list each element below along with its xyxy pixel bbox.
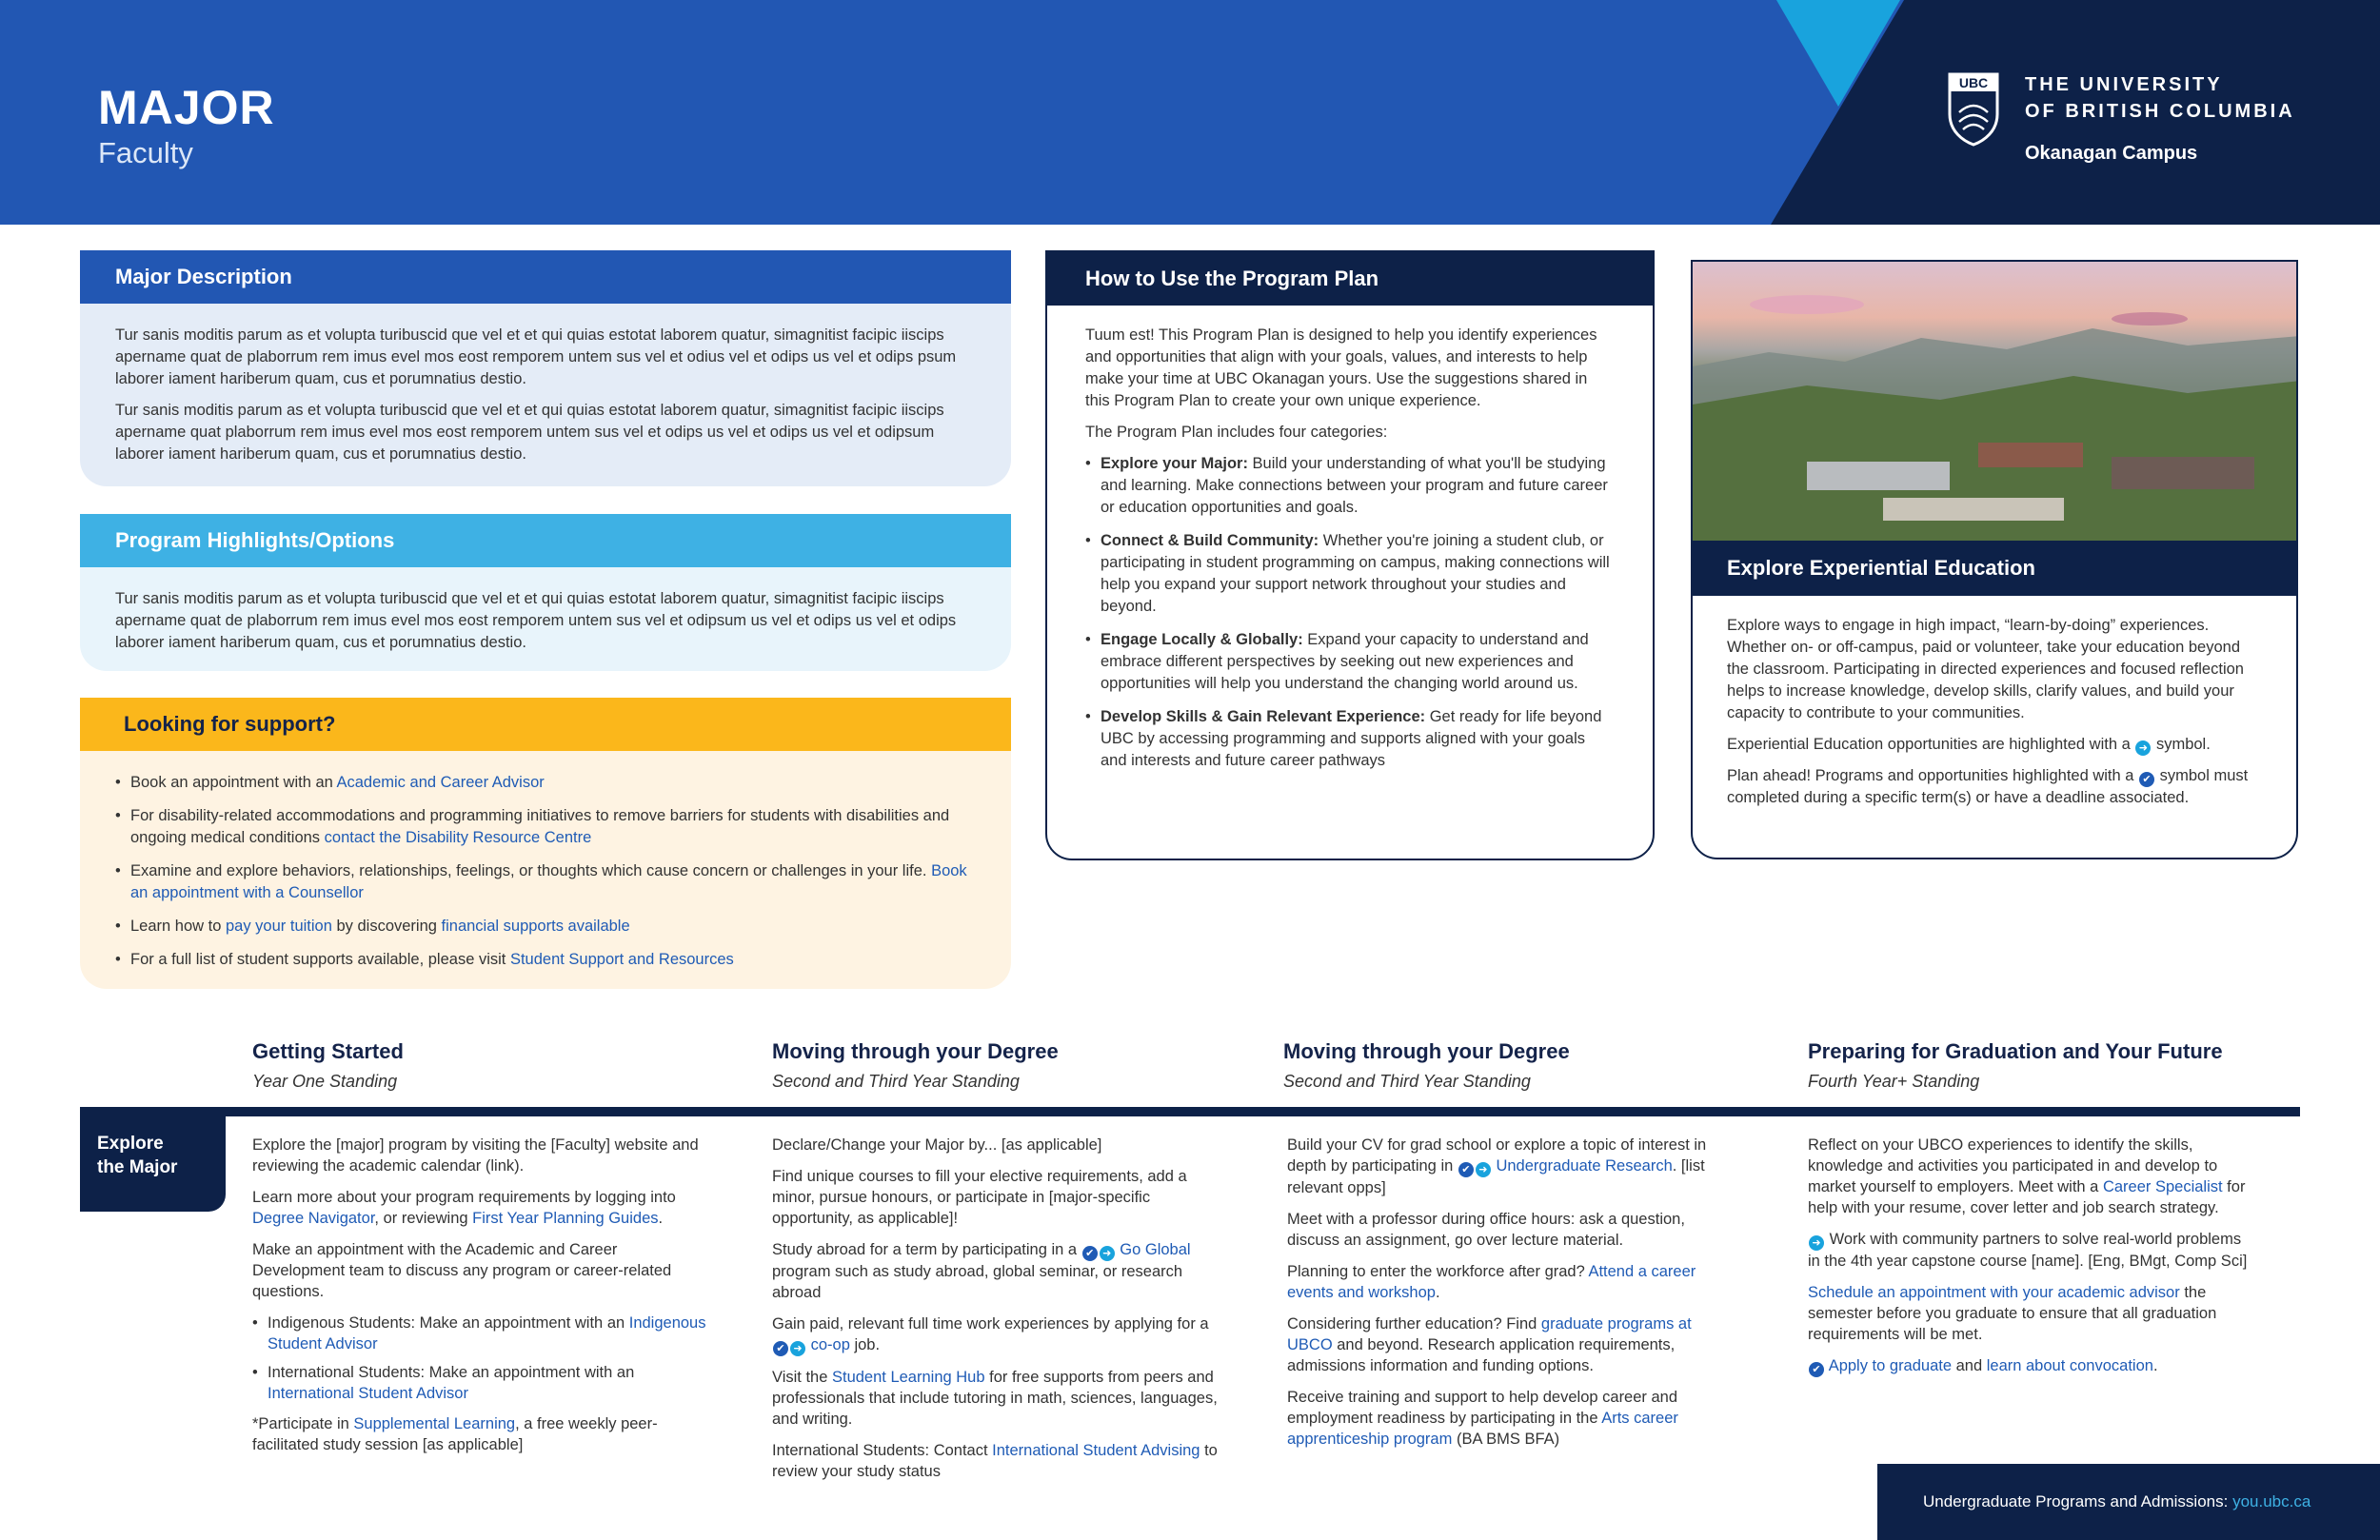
col2-p3: Study abroad for a term by participating in a ✔ ➜ Go Global program such as study abroad, global seminar, or research abroad	[772, 1241, 1191, 1301]
column-graduation	[1808, 1135, 2255, 1388]
support-item: • Book an appointment with an Academic and Career Advisor	[115, 772, 976, 794]
disability-centre-link[interactable]: contact the Disability Resource Centre	[324, 829, 592, 846]
crest-text: UBC	[1958, 75, 1989, 90]
timeline-divider	[80, 1107, 2300, 1116]
column-getting-started	[252, 1135, 709, 1466]
support-item: • For disability-related accommodations and programming initiatives to remove barriers for students with disabilities and ongoing medical conditions contact the Disability Resource Centre	[115, 805, 976, 849]
campus-photo	[1693, 262, 2296, 541]
counsellor-link[interactable]: Book an appointment with a Counsellor	[130, 862, 967, 901]
experiential-p3: Plan ahead! Programs and opportunities highlighted with a ✔ symbol must completed during a specific term(s) or have a deadline associated.	[1727, 767, 2249, 806]
col2-p2: Find unique courses to fill your elective requirements, add a minor, pursue honours, or participate in [major-specific opportunity, as applicable]!	[772, 1168, 1187, 1227]
degree-navigator-link[interactable]: Degree Navigator	[252, 1210, 375, 1227]
academic-advisor-link[interactable]: Academic and Career Advisor	[336, 774, 545, 791]
check-circle-icon: ✔	[1458, 1162, 1474, 1177]
explore-major-tab: Explore the Major	[80, 1109, 226, 1212]
support-item: • Examine and explore behaviors, relationships, feelings, or thoughts which cause concern or challenges in your life. Book an appointment with a Counsellor	[115, 860, 976, 904]
experiential-heading: Explore Experiential Education	[1693, 541, 2296, 596]
column-moving-1-header	[772, 1039, 1059, 1092]
arrow-circle-icon: ➜	[2135, 740, 2151, 756]
supplemental-learning-link[interactable]: Supplemental Learning	[353, 1415, 516, 1432]
convocation-link[interactable]: learn about convocation	[1986, 1357, 2153, 1374]
how-to-use-heading: How to Use the Program Plan	[1047, 252, 1653, 306]
col1-p3: Make an appointment with the Academic and Career Development team to discuss any program or career-related questions.	[252, 1241, 672, 1300]
column-title: Getting Started	[252, 1039, 404, 1063]
co-op-link[interactable]: co-op	[810, 1336, 850, 1353]
arrow-circle-icon: ➜	[1809, 1235, 1824, 1251]
column-getting-started-header	[252, 1039, 404, 1092]
international-advising-link[interactable]: International Student Advising	[992, 1442, 1200, 1459]
arrow-circle-icon: ➜	[790, 1341, 805, 1356]
category-item: • Engage Locally & Globally: Expand your capacity to understand and embrace different perspectives by seeking out new experiences and opportunities will help you understand the changing world around us.	[1085, 629, 1615, 695]
experiential-p2: Experiential Education opportunities are highlighted with a ➜ symbol.	[1727, 736, 2211, 754]
category-item: • Develop Skills & Gain Relevant Experience: Get ready for life beyond UBC by accessing programming and supports aligned with your goals and interests and future career pathways	[1085, 706, 1615, 772]
arrow-circle-icon: ➜	[1476, 1162, 1491, 1177]
major-description-p2: Tur sanis moditis parum as et volupta turibuscid que vel et et qui quias estotat laborem quatur, simagnitist facipic iiscips apername quat plaborrum rem imus evel mos eost remporem untem sus vel et odips us vel et odips us vel et odipsum laborer iament hariberum quam, cus et porumnatius destio.	[115, 402, 944, 463]
page-header	[0, 0, 2380, 225]
column-subtitle: Year One Standing	[252, 1072, 398, 1091]
col4-p1: Reflect on your UBCO experiences to identify the skills, knowledge and activities you participated in and develop to market yourself to employers. Meet with a Career Specialist for help with your resume, cover letter and job search strategy.	[1808, 1136, 2246, 1216]
career-events-link[interactable]: Attend a career events and workshop	[1287, 1263, 1696, 1301]
check-circle-icon: ✔	[2139, 772, 2154, 787]
col1-p2: Learn more about your program requirements by logging into Degree Navigator, or reviewing First Year Planning Guides.	[252, 1189, 676, 1227]
col4-p3: Schedule an appointment with your academic advisor the semester before you graduate to ensure that all graduation requirements will be met.	[1808, 1284, 2217, 1343]
experiential-education-panel	[1691, 260, 2298, 859]
column-moving-1	[772, 1135, 1229, 1492]
column-title: Preparing for Graduation and Your Future	[1808, 1039, 2223, 1063]
program-highlights-heading: Program Highlights/Options	[80, 514, 1011, 567]
page-title: MAJOR	[98, 81, 275, 134]
col3-p4: Considering further education? Find graduate programs at UBCO and beyond. Research application requirements, admissions information and funding options.	[1287, 1315, 1692, 1374]
col2-p5: Visit the Student Learning Hub for free supports from peers and professionals that include tutoring in math, sciences, languages, and writing.	[772, 1369, 1218, 1428]
col3-p3: Planning to enter the workforce after grad? Attend a career events and workshop.	[1287, 1263, 1696, 1301]
undergraduate-research-link[interactable]: Undergraduate Research	[1496, 1157, 1673, 1175]
col1-bullet: • Indigenous Students: Make an appointment with an Indigenous Student Advisor	[252, 1313, 709, 1354]
category-item: • Explore your Major: Build your understanding of what you'll be studying and learning. Make connections between your program and future career or education opportunities and goals.	[1085, 453, 1615, 519]
support-item: • Learn how to pay your tuition by discovering financial supports available	[115, 916, 976, 938]
indigenous-advisor-link[interactable]: Indigenous Student Advisor	[268, 1314, 706, 1352]
col3-p5: Receive training and support to help develop career and employment readiness by participating in the Arts career apprenticeship program (BA BMS BFA)	[1287, 1389, 1678, 1448]
campus-name: Okanagan Campus	[2025, 143, 2198, 164]
learning-hub-link[interactable]: Student Learning Hub	[831, 1369, 985, 1386]
footer-bar	[1877, 1464, 2380, 1540]
col1-p1: Explore the [major] program by visiting the [Faculty] website and reviewing the academic calendar (link).	[252, 1136, 699, 1175]
col2-p6: International Students: Contact International Student Advising to review your study status	[772, 1442, 1218, 1480]
career-specialist-link[interactable]: Career Specialist	[2102, 1178, 2223, 1195]
page-subtitle: Faculty	[98, 136, 193, 169]
student-support-link[interactable]: Student Support and Resources	[509, 951, 734, 968]
check-circle-icon: ✔	[773, 1341, 788, 1356]
how-to-intro: Tuum est! This Program Plan is designed to help you identify experiences and opportunities that align with your goals, values, and interests to help make your time at UBC Okanagan yours. Use the suggestions shared in this Program Plan to create your own unique experience.	[1085, 326, 1597, 409]
graduate-programs-link[interactable]: graduate programs at UBCO	[1287, 1315, 1692, 1353]
column-graduation-header	[1808, 1039, 2223, 1092]
experiential-p1: Explore ways to engage in high impact, “learn-by-doing” experiences. Whether on- or off-campus, paid or volunteer, take your education beyond the classroom. Participating in directed experiences and focused reflection helps to increase knowledge, develop skills, clarify values, and build your capacity to contribute to your communities.	[1727, 617, 2244, 721]
ubc-crest-icon	[1946, 70, 2001, 147]
column-subtitle: Second and Third Year Standing	[1283, 1072, 1531, 1091]
support-heading: Looking for support?	[80, 698, 1011, 751]
pay-tuition-link[interactable]: pay your tuition	[225, 918, 332, 935]
col1-p4: *Participate in Supplemental Learning, a free weekly peer-facilitated study session [as applicable]	[252, 1415, 658, 1453]
schedule-advisor-link[interactable]: Schedule an appointment with your academic advisor	[1808, 1284, 2180, 1301]
program-highlights-p1: Tur sanis moditis parum as et volupta turibuscid que vel et et qui quias estotat laborem quatur, simagnitist facipic iiscips apername quat de plaborrum rem imus evel mos eost remporem untem sus vel et odipsum us vel et odips us vel et odips laborer iament hariberum quam, cus et porumnatius destio.	[115, 590, 957, 651]
check-circle-icon: ✔	[1809, 1362, 1824, 1377]
international-advisor-link[interactable]: International Student Advisor	[268, 1385, 468, 1402]
footer-label: Undergraduate Programs and Admissions:	[1923, 1492, 2233, 1510]
program-highlights-panel	[80, 514, 1011, 671]
column-subtitle: Fourth Year+ Standing	[1808, 1072, 1980, 1091]
financial-supports-link[interactable]: financial supports available	[441, 918, 630, 935]
university-name-line2: OF BRITISH COLUMBIA	[2025, 101, 2295, 122]
col2-p4: Gain paid, relevant full time work experiences by applying for a ✔ ➜ co-op job.	[772, 1315, 1209, 1354]
go-global-link[interactable]: Go Global	[1120, 1241, 1191, 1258]
col2-p1: Declare/Change your Major by... [as applicable]	[772, 1136, 1102, 1154]
arrow-circle-icon: ➜	[1100, 1246, 1115, 1261]
first-year-guides-link[interactable]: First Year Planning Guides	[472, 1210, 659, 1227]
col4-p2: ➜ Work with community partners to solve real-world problems in the 4th year capstone course [name]. [Eng, BMgt, Comp Sci]	[1808, 1231, 2248, 1270]
major-description-heading: Major Description	[80, 250, 1011, 304]
col3-p1: Build your CV for grad school or explore a topic of interest in depth by participating in ✔ ➜ Undergraduate Research. [list relevant opps]	[1287, 1136, 1707, 1196]
how-to-use-panel	[1045, 250, 1655, 860]
major-description-panel	[80, 250, 1011, 486]
category-item: • Connect & Build Community: Whether you're joining a student club, or participating in student programming on campus, making connections will help you expand your support network throughout your studies and beyond.	[1085, 530, 1615, 618]
column-title: Moving through your Degree	[1283, 1039, 1570, 1063]
check-circle-icon: ✔	[1082, 1246, 1098, 1261]
arts-apprenticeship-link[interactable]: Arts career apprenticeship program	[1287, 1410, 1678, 1448]
column-subtitle: Second and Third Year Standing	[772, 1072, 1020, 1091]
how-to-categories-intro: The Program Plan includes four categories:	[1085, 424, 1388, 441]
apply-to-graduate-link[interactable]: Apply to graduate	[1828, 1357, 1953, 1374]
column-title: Moving through your Degree	[772, 1039, 1059, 1063]
col1-bullet: • International Students: Make an appointment with an International Student Advisor	[252, 1362, 709, 1404]
major-description-p1: Tur sanis moditis parum as et volupta turibuscid que vel et et qui quias estotat laborem quatur, simagnitist facipic iiscips apername quat de plaborrum rem imus evel mos eost remporem untem sus vel et odius vel et odips us vel et odips psum laborer iament hariberum quam, cus et porumnatius destio.	[115, 326, 957, 387]
col3-p2: Meet with a professor during office hours: ask a question, discuss an assignment, go over lecture material.	[1287, 1211, 1685, 1249]
column-moving-2	[1287, 1135, 1735, 1460]
footer-url-link[interactable]: you.ubc.ca	[2232, 1492, 2311, 1510]
university-name-line1: THE UNIVERSITY	[2025, 74, 2223, 95]
support-panel	[80, 698, 1011, 989]
support-item: • For a full list of student supports available, please visit Student Support and Resources	[115, 949, 976, 971]
column-moving-2-header	[1283, 1039, 1570, 1092]
col4-p4: ✔ Apply to graduate and learn about convocation.	[1808, 1355, 2255, 1377]
